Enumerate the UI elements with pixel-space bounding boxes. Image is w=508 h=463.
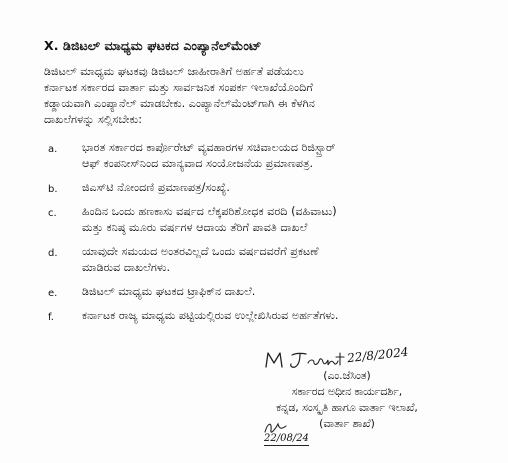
intro-line: ಕರ್ನಾಟಕ ಸರ್ಕಾರದ ವಾರ್ತಾ ಮತ್ತು ಸಾರ್ವಜನಿಕ ಸಂಪರ್ಕ ಇಲಾಖೆಯೊಂದಿಗೆ (44, 81, 313, 94)
intro-line: ಡಿಜಿಟಲ್ ಮಾಧ್ಯಮ ಘಟಕವು ಡಿಜಿಟಲ್ ಜಾಹೀರಾತಿಗೆ ಅರ್ಹತೆ ಪಡೆಯಲು (44, 65, 304, 78)
list-item-line: ಜಿಎಸ್‌ಟಿ ನೋಂದಣಿ ಪ್ರಮಾಣಪತ್ರ/ಸಂಖ್ಯೆ. (82, 181, 230, 194)
signatory-section: (ವಾರ್ತಾ ಶಾಖೆ) (319, 417, 375, 430)
list-item-line: ಡಿಜಿಟಲ್ ಮಾಧ್ಯಮ ಘಟಕದ ಟ್ರಾಫಿಕ್‌ನ ದಾಖಲೆ. (82, 285, 256, 298)
signatory-designation: ಸರ್ಕಾರದ ಅಧೀನ ಕಾರ್ಯದರ್ಶಿ, (291, 385, 403, 398)
list-marker: a. (48, 144, 58, 155)
list-marker: f. (48, 312, 54, 323)
intro-line: ಕಡ್ಡಾಯವಾಗಿ ಎಂಪ್ಯಾನೆಲ್ ಮಾಡಬೇಕು. ಎಂಪ್ಯಾನೆಲ್‌ಮೆಂಟ್‌ಗಾಗಿ ಈ ಕೆಳಗಿನ (44, 97, 315, 110)
initial-date: 22/08/24 (264, 433, 309, 444)
section-heading: X. ಡಿಜಿಟಲ್ ಮಾಧ್ಯಮ ಘಟಕದ ಎಂಪ್ಯಾನೆಲ್‌ಮೆಂಟ್ (44, 38, 262, 53)
list-marker: b. (48, 184, 58, 195)
list-item-line: ಕರ್ನಾಟಕ ರಾಜ್ಯ ಮಾಧ್ಯಮ ಪಟ್ಟಿಯಲ್ಲಿರುವ ಉಲ್ಲೇಖಿಸಿರುವ ಅರ್ಹತೆಗಳು. (82, 309, 339, 322)
list-item-text (82, 308, 492, 324)
list-item-line: ಭಾರತ ಸರ್ಕಾರದ ಕಾರ್ಪೊರೇಟ್ ವ್ಯವಹಾರಗಳ ಸಚಿವಾಲಯದ ರಿಜಿಸ್ಟ್ರಾರ್ (82, 141, 336, 154)
list-item-line: ಮತ್ತು ಕನಿಷ್ಠ ಮೂರು ವರ್ಷಗಳ ಆದಾಯ ತೆರಿಗೆ ಪಾವತಿ ದಾಖಲೆ (82, 221, 308, 234)
intro-paragraph (44, 64, 474, 128)
list-item-text (82, 180, 492, 196)
list-item-text (82, 204, 492, 236)
list-item-text (82, 140, 492, 172)
list-item-line: ಆಫ್ ಕಂಪನೀಸ್‌ನಿಂದ ಮಾನ್ಯವಾದ ಸಂಯೋಜನೆಯ ಪ್ರಮಾಣಪತ್ರ. (82, 157, 314, 170)
intro-line: ದಾಖಲೆಗಳನ್ನು ಸಲ್ಲಿಸಬೇಕು: (44, 113, 143, 126)
list-item-line: ಹಿಂದಿನ ಒಂದು ಹಣಕಾಸು ವರ್ಷದ ಲೆಕ್ಕಪರಿಶೋಧಕ ವರದಿ (ವಹಿವಾಟು) (82, 205, 337, 218)
list-item-line: ಯಾವುದೇ ಸಮಯದ ಅಂತರವಿಲ್ಲದೆ ಒಂದು ವರ್ಷದವರೆಗೆ ಪ್ರಕಟಣೆ (82, 245, 319, 258)
list-marker: e. (48, 288, 58, 299)
list-marker: d. (48, 248, 58, 259)
list-marker: c. (48, 208, 57, 219)
signature-date: 22/8/2024 (346, 344, 410, 366)
signatory-department: ಕನ್ನಡ, ಸಂಸ್ಕೃತಿ ಹಾಗೂ ವಾರ್ತಾ ಇಲಾಖೆ, (276, 401, 418, 414)
list-item-text (82, 284, 492, 300)
list-item-line: ಮಾಡಿರುವ ದಾಖಲೆಗಳು. (82, 261, 171, 274)
list-item-text (82, 244, 492, 276)
signatory-name: (ಎಂ.ಜೆಸಿಂತ) (323, 369, 371, 382)
